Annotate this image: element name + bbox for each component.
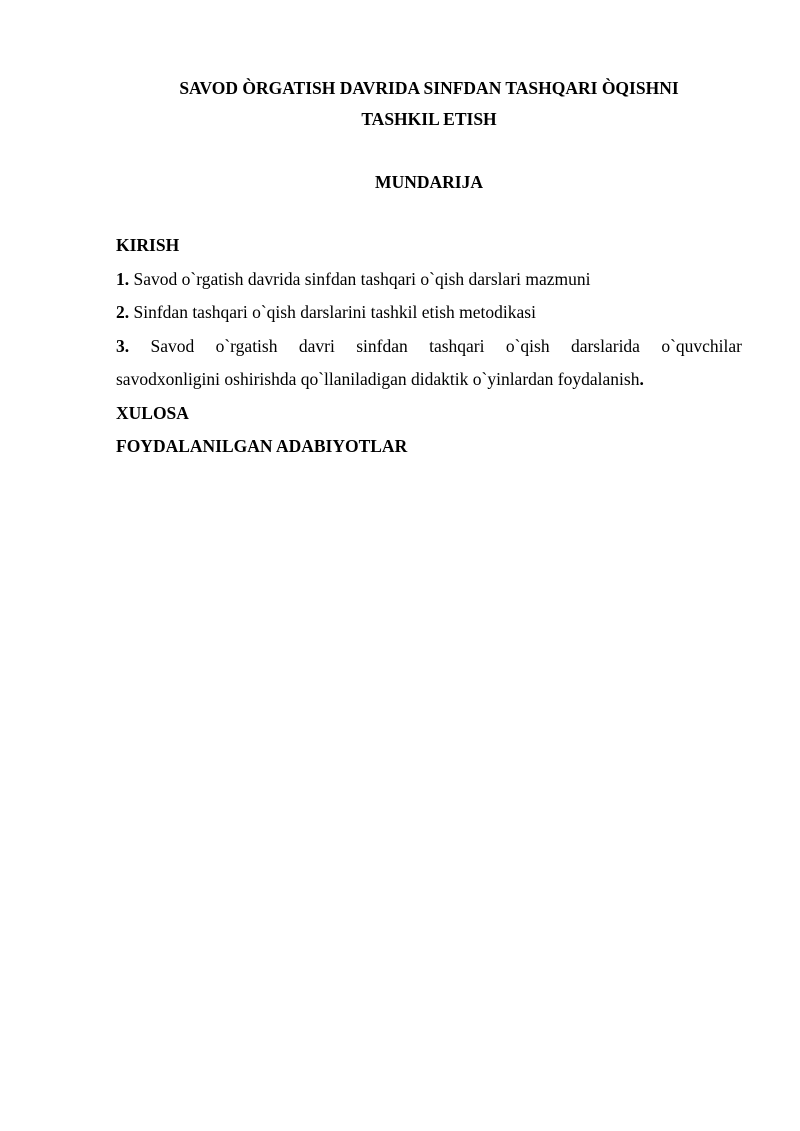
toc-item-2 — [116, 301, 742, 323]
toc-item-3-word: sinfdan — [356, 335, 408, 356]
toc-item-2-text: Sinfdan tashqari o`qish darslarini tashkil etish metodikasi — [133, 302, 536, 322]
toc-references: FOYDALANILGAN ADABIYOTLAR — [116, 436, 408, 456]
toc-item-2-number: 2. — [116, 302, 130, 322]
document-title-line-1: SAVOD ÒRGATISH DAVRIDA SINFDAN TASHQARI ÒQISHNI — [179, 78, 679, 98]
document-title-line-2: TASHKIL ETISH — [361, 109, 497, 129]
toc-item-3-text-line-2: savodxonligini oshirishda qo`llaniladigan didaktik o`yinlardan foydalanish — [116, 369, 640, 389]
table-of-contents — [116, 234, 742, 469]
toc-item-3-word: tashqari — [429, 335, 485, 356]
toc-item-3-line-2 — [116, 368, 742, 390]
toc-conclusion: XULOSA — [116, 402, 189, 423]
toc-heading: MUNDARIJA — [375, 172, 483, 192]
toc-item-3-word: o`quvchilar — [661, 335, 742, 356]
toc-item-1 — [116, 268, 742, 290]
toc-item-3-word: Savod — [150, 335, 195, 356]
toc-item-3-number: 3. — [116, 335, 130, 356]
toc-item-1-number: 1. — [116, 268, 130, 289]
toc-item-3-end-period: . — [639, 369, 644, 389]
toc-item-3-word: darslarida — [570, 335, 640, 356]
toc-intro: KIRISH — [116, 235, 180, 255]
toc-item-3-word: o`rgatish — [215, 335, 278, 356]
toc-item-3-line-1 — [116, 335, 742, 357]
toc-item-1-text: Savod o`rgatish davrida sinfdan tashqari o`qish darslari mazmuni — [133, 268, 591, 289]
toc-item-3-word: o`qish — [505, 335, 550, 356]
toc-item-3-word: davri — [298, 335, 335, 356]
